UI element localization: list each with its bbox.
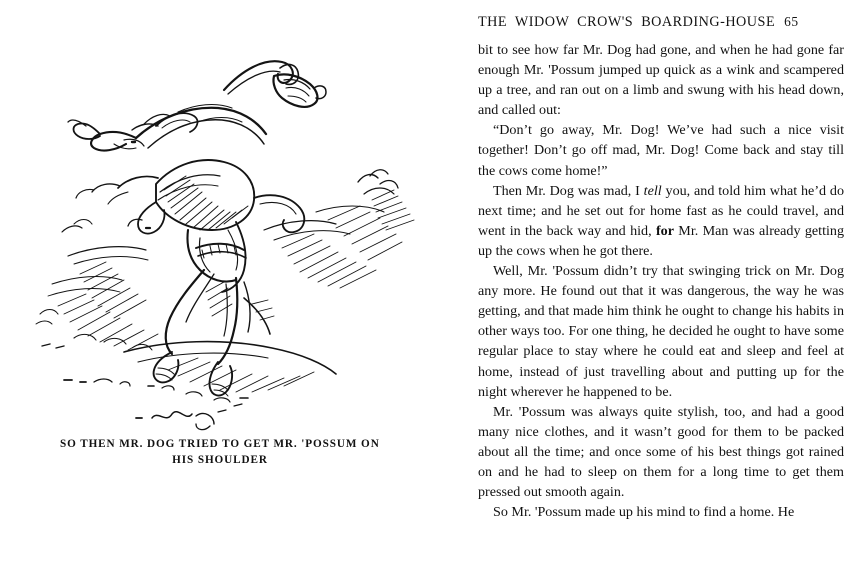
- text-run: “Don’t go away, Mr. Dog! We’ve had such a nice visit together! Don’t go off mad, Mr. Dog! Come back and stay till the cows come home!”: [478, 122, 844, 179]
- emphasis-italic: tell: [643, 182, 662, 199]
- running-head: [478, 14, 855, 36]
- text-run: Mr. Man was already getting up the cows when he got there.: [478, 222, 845, 259]
- emphasis-heavy: for: [655, 222, 674, 239]
- paragraph: [478, 261, 844, 402]
- paragraph: [478, 502, 844, 522]
- text-run: So Mr. 'Possum made up his mind to find a home. He: [493, 504, 795, 521]
- text-run: Then Mr. Dog was mad, I: [493, 182, 644, 199]
- text-page: [466, 0, 859, 573]
- pen-and-ink-drawing: [28, 52, 438, 432]
- text-run: Mr. 'Possum was always quite stylish, too, and had a good many nice clothes, and it wasn’t good for them to be packed about all the time; and once some of his best things got rained on and he had to sleep on them for a long time to get them pressed out smooth again.: [478, 403, 844, 501]
- paragraph: [478, 402, 844, 502]
- paragraph: [478, 120, 844, 180]
- illustration-figure: [28, 52, 438, 432]
- text-run: Well, Mr. 'Possum didn’t try that swinging trick on Mr. Dog any more. He found out that it was dangerous, the way he was getting, and that made him think he ought to change his habits in other ways too. For one thing, he decided he ought to have some regular place to stay where he could eat and sleep and feel at home, instead of just travelling about and putting up for the night wherever he happened to be.: [478, 263, 844, 400]
- illustration-caption: [20, 436, 420, 468]
- caption-line-1: [20, 436, 420, 452]
- paragraph: [478, 40, 844, 120]
- running-head-title: THE WIDOW CROW'S BOARDING-HOUSE: [478, 14, 776, 30]
- paragraph: [478, 181, 844, 261]
- text-run: you, and told him what he’d do next time; and he set out for home fast as he could travel, and went in the back way and hid,: [478, 182, 844, 239]
- caption-line-1-text: SO THEN MR. DOG TRIED TO GET MR. 'POSSUM: [60, 438, 361, 450]
- caption-line-1-emphasis: ON: [361, 438, 380, 450]
- caption-line-2: HIS SHOULDER: [172, 454, 268, 466]
- text-run: bit to see how far Mr. Dog had gone, and when he had gone far enough Mr. 'Possum jumped up quick as a wink and scampered up a tree, and ran out on a limb and swung with his head down, and called out:: [478, 42, 844, 119]
- page-number: 65: [784, 14, 799, 29]
- body-text: [478, 40, 844, 522]
